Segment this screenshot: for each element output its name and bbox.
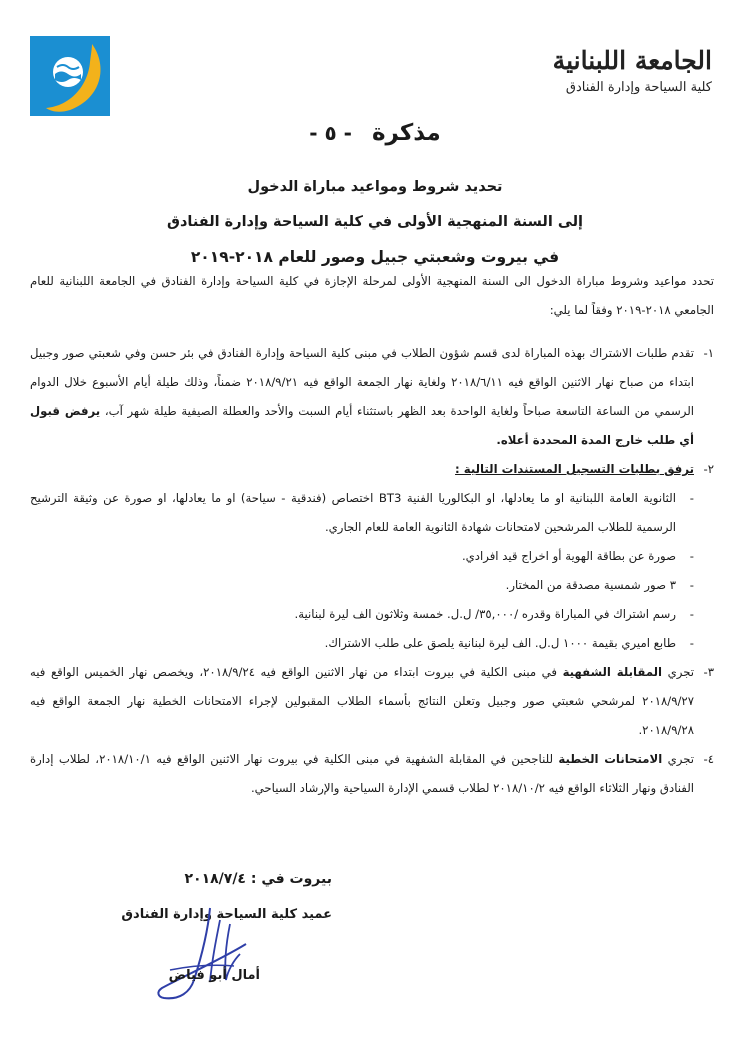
title-line-1: تحديد شروط ومواعيد مباراة الدخول — [247, 179, 503, 195]
list-item — [30, 745, 714, 803]
item-number: ٢- — [703, 462, 714, 476]
list-item — [30, 658, 714, 745]
item-bold-text: يرفض قبول أي طلب خارج المدة المحددة أعلاه. — [30, 404, 694, 447]
sub-item-text: صورة عن بطاقة الهوية أو اخراج قيد افرادي. — [461, 549, 676, 563]
signer-name: أمال أبو فياض — [168, 968, 260, 983]
intro-paragraph: تحدد مواعيد وشروط مباراة الدخول الى السنة المنهجية الأولى لمرحلة الإجازة في كلية السياحة وإدارة الفنادق في الجامعة اللبنانية للعام الجامعي ٢٠١٨-٢٠١٩ وفقاً لما يلي: — [30, 274, 714, 317]
sub-item: - رسم اشتراك في المباراة وقدره /٣٥,٠٠٠/ ل.ل. خمسة وثلاثون الف ليرة لبنانية. — [30, 600, 694, 629]
sub-item-text: الثانوية العامة اللبنانية او ما يعادلها، او البكالوريا الفنية BT3 اختصاص (فندقية - سياحة) او ما يعادلها، او صورة عن وثيقة الترشيح الرسمية للطلاب المرشحين لامتحانات شهادة الثانوية العامة للعام الجاري. — [30, 491, 676, 534]
memo-number: - ٥ - — [309, 121, 352, 145]
memo-label: مذكرة — [371, 120, 441, 146]
item-text: للناجحين في المقابلة الشفهية في مبنى الكلية في بيروت نهار الاثنين الواقع فيه ٢٠١٨/١٠/١، لطلاب إدارة الفنادق ونهار الثلاثاء الواقع فيه ٢٠١٨/١٠/٢ لطلاب قسمي الإدارة السياحية والإرشاد السياحي. — [30, 752, 694, 795]
document-titles — [0, 170, 750, 275]
item-pre-text: تجري — [667, 665, 695, 679]
university-header — [522, 44, 712, 98]
signoff-title: عميد كلية السياحة وإدارة الفنادق — [121, 907, 332, 922]
item-number: ٤- — [703, 752, 714, 766]
signoff-date: بيروت في : ٢٠١٨/٧/٤ — [184, 871, 332, 887]
title-line-3: في بيروت وشعبتي جبيل وصور للعام ٢٠١٨-٢٠١٩ — [190, 248, 560, 266]
sub-item: - صورة عن بطاقة الهوية أو اخراج قيد افرادي. — [30, 542, 694, 571]
title-line-2: إلى السنة المنهجية الأولى في كلية السياحة وإدارة الفنادق — [167, 214, 583, 230]
item-text: تقدم طلبات الاشتراك بهذه المباراة لدى قسم شؤون الطلاب في مبنى كلية السياحة وإدارة الفنادق في بئر حسن وفي شعبتي صور وجبيل ابتداء من صباح نهار الاثنين الواقع فيه ٢٠١٨/٦/١١ ولغاية نهار الجمعة الواقع فيه ٢٠١٨/٩/٢١ ضمناً، وذلك طيلة أيام الأسبوع خلال الدوام الرسمي من الساعة التاسعة صباحاً ولغاية الواحدة بعد الظهر باستثناء أيام السبت والأحد والعطلة الصيفية طيلة شهر آب، — [30, 346, 695, 418]
sub-item: - طابع اميري بقيمة ١٠٠٠ ل.ل. الف ليرة لبنانية يلصق على طلب الاشتراك. — [30, 629, 694, 658]
sub-item-text: طابع اميري بقيمة ١٠٠٠ ل.ل. الف ليرة لبنانية يلصق على طلب الاشتراك. — [324, 636, 676, 650]
memo-title — [0, 120, 750, 146]
item-bold-text: الامتحانات الخطية — [558, 752, 663, 766]
sub-item: - ٣ صور شمسية مصدقة من المختار. — [30, 571, 694, 600]
sub-item-text: رسم اشتراك في المباراة وقدره /٣٥,٠٠٠/ ل.ل. خمسة وثلاثون الف ليرة لبنانية. — [294, 607, 676, 621]
document-body — [30, 267, 714, 803]
item-number: ٣- — [703, 665, 714, 679]
item-bold-text: المقابلة الشفهية — [562, 665, 663, 679]
faculty-name: كلية السياحة وإدارة الفنادق — [565, 80, 712, 95]
university-name: الجامعة اللبنانية — [552, 46, 712, 75]
item-number: ١- — [703, 346, 714, 360]
item-text: في مبنى الكلية في بيروت ابتداء من نهار الاثنين الواقع فيه ٢٠١٨/٩/٢٤، ويخصص نهار الخميس الواقع فيه ٢٠١٨/٩/٢٧ لمرشحي شعبتي صور وجبيل وتعلن النتائج بأسماء الطلاب المقبولين لإجراء الامتحانات الخطية نهار الجمعة الواقع فيه ٢٠١٨/٩/٢٨. — [30, 665, 694, 737]
handwritten-signature — [150, 900, 280, 1010]
item-heading: ترفق بطلبات التسجيل المستندات التالية : — [455, 462, 694, 476]
sub-item: - الثانوية العامة اللبنانية او ما يعادلها، او البكالوريا الفنية BT3 اختصاص (فندقية - سياحة) او ما يعادلها، او صورة عن وثيقة الترشيح الرسمية للطلاب المرشحين لامتحانات شهادة الثانوية العامة للعام الجاري. — [30, 484, 694, 542]
item-pre-text: تجري — [667, 752, 695, 766]
list-item — [30, 455, 714, 658]
faculty-logo — [30, 36, 110, 116]
list-item — [30, 339, 714, 455]
sub-item-text: ٣ صور شمسية مصدقة من المختار. — [505, 578, 676, 592]
